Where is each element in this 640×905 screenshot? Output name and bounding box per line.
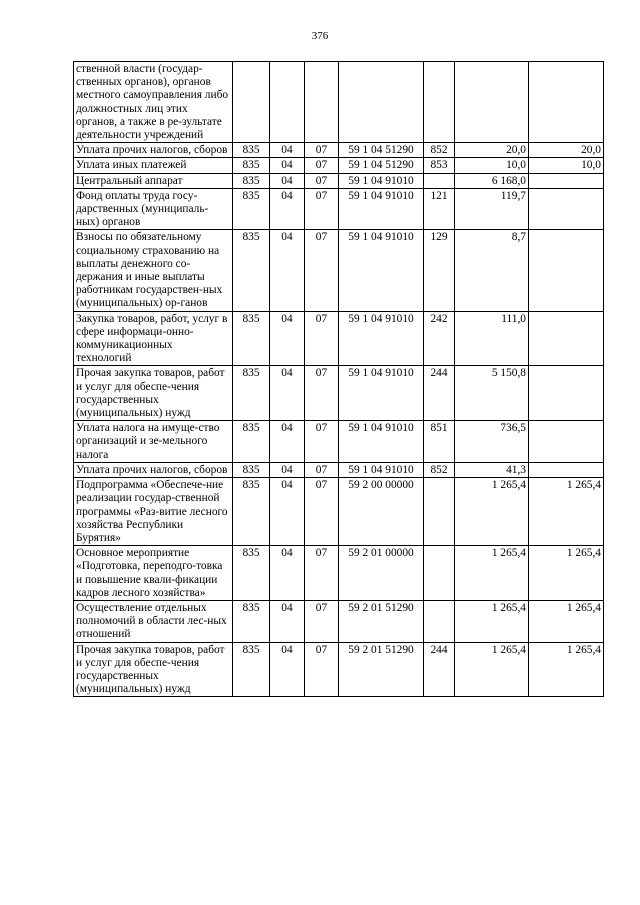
- subsection-code-cell: 07: [305, 546, 339, 601]
- amount-cell-2: [529, 62, 604, 143]
- section-code-cell: 04: [270, 546, 305, 601]
- table-row: [74, 62, 604, 143]
- expense-name-cell: Уплата прочих налогов, сборов: [74, 462, 233, 477]
- subsection-code-cell: 07: [305, 173, 339, 188]
- target-article-cell: 59 2 00 00000: [339, 478, 424, 546]
- expense-type-cell: 244: [424, 366, 455, 421]
- grbs-code-cell: 835: [233, 600, 270, 642]
- amount-cell: 5 150,8: [455, 366, 529, 421]
- section-code-cell: 04: [270, 421, 305, 463]
- target-article-cell: 59 1 04 91010: [339, 421, 424, 463]
- table-row: [74, 642, 604, 697]
- target-article-cell: 59 2 01 51290: [339, 642, 424, 697]
- subsection-code-cell: 07: [305, 421, 339, 463]
- expense-type-cell: [424, 600, 455, 642]
- subsection-code-cell: 07: [305, 230, 339, 311]
- section-code-cell: 04: [270, 600, 305, 642]
- grbs-code-cell: 835: [233, 546, 270, 601]
- table-row: [74, 188, 604, 230]
- subsection-code-cell: [305, 62, 339, 143]
- expense-type-cell: [424, 173, 455, 188]
- expense-name-cell: Подпрограмма «Обеспече-ние реализации государ-ственной программы «Раз-витие лесного хозяйства Республики Бурятия»: [74, 478, 233, 546]
- expense-name-cell: Осуществление отдельных полномочий в области лес-ных отношений: [74, 600, 233, 642]
- amount-cell-2: 10,0: [529, 158, 604, 173]
- expense-type-cell: [424, 62, 455, 143]
- section-code-cell: 04: [270, 173, 305, 188]
- page-number: 376: [311, 30, 329, 42]
- table-row: [74, 158, 604, 173]
- amount-cell: 1 265,4: [455, 546, 529, 601]
- section-code-cell: 04: [270, 230, 305, 311]
- target-article-cell: 59 1 04 91010: [339, 311, 424, 366]
- amount-cell-2: [529, 230, 604, 311]
- target-article-cell: 59 1 04 91010: [339, 188, 424, 230]
- amount-cell-2: [529, 188, 604, 230]
- section-code-cell: 04: [270, 311, 305, 366]
- section-code-cell: [270, 62, 305, 143]
- section-code-cell: 04: [270, 462, 305, 477]
- table-row: [74, 173, 604, 188]
- grbs-code-cell: 835: [233, 478, 270, 546]
- subsection-code-cell: 07: [305, 158, 339, 173]
- grbs-code-cell: 835: [233, 158, 270, 173]
- budget-table: [73, 61, 604, 697]
- amount-cell: 6 168,0: [455, 173, 529, 188]
- subsection-code-cell: 07: [305, 478, 339, 546]
- target-article-cell: 59 2 01 51290: [339, 600, 424, 642]
- table-row: [74, 600, 604, 642]
- subsection-code-cell: 07: [305, 642, 339, 697]
- expense-name-cell: Прочая закупка товаров, работ и услуг для обеспе-чения государственных (муниципальных) нужд: [74, 642, 233, 697]
- subsection-code-cell: 07: [305, 188, 339, 230]
- amount-cell-2: 1 265,4: [529, 546, 604, 601]
- amount-cell: 10,0: [455, 158, 529, 173]
- table-row: [74, 230, 604, 311]
- expense-type-cell: 851: [424, 421, 455, 463]
- expense-type-cell: 129: [424, 230, 455, 311]
- amount-cell: 20,0: [455, 143, 529, 158]
- amount-cell: [455, 62, 529, 143]
- section-code-cell: 04: [270, 478, 305, 546]
- expense-type-cell: [424, 546, 455, 601]
- amount-cell-2: [529, 366, 604, 421]
- grbs-code-cell: 835: [233, 311, 270, 366]
- expense-name-cell: Закупка товаров, работ, услуг в сфере информаци-онно-коммуникационных технологий: [74, 311, 233, 366]
- table-row: [74, 546, 604, 601]
- subsection-code-cell: 07: [305, 311, 339, 366]
- grbs-code-cell: [233, 62, 270, 143]
- expense-name-cell: ственной власти (государ-ственных органов), органов местного самоуправления либо должностных лиц этих органов, а также в ре-зультате деятельности учреждений: [74, 62, 233, 143]
- amount-cell-2: 1 265,4: [529, 642, 604, 697]
- expense-type-cell: 852: [424, 143, 455, 158]
- amount-cell: 119,7: [455, 188, 529, 230]
- subsection-code-cell: 07: [305, 366, 339, 421]
- expense-name-cell: Уплата налога на имуще-ство организаций и зе-мельного налога: [74, 421, 233, 463]
- amount-cell-2: [529, 462, 604, 477]
- amount-cell: 736,5: [455, 421, 529, 463]
- table-row: [74, 421, 604, 463]
- target-article-cell: 59 2 01 00000: [339, 546, 424, 601]
- expense-name-cell: Прочая закупка товаров, работ и услуг для обеспе-чения государственных (муниципальных) нужд: [74, 366, 233, 421]
- expense-type-cell: 852: [424, 462, 455, 477]
- expense-type-cell: 853: [424, 158, 455, 173]
- amount-cell: 41,3: [455, 462, 529, 477]
- expense-name-cell: Уплата прочих налогов, сборов: [74, 143, 233, 158]
- amount-cell: 8,7: [455, 230, 529, 311]
- amount-cell-2: 1 265,4: [529, 600, 604, 642]
- expense-name-cell: Взносы по обязательному социальному страхованию на выплаты денежного со-держания и иные выплаты работникам государствен-ных (муниципальных) ор-ганов: [74, 230, 233, 311]
- grbs-code-cell: 835: [233, 366, 270, 421]
- grbs-code-cell: 835: [233, 173, 270, 188]
- section-code-cell: 04: [270, 366, 305, 421]
- grbs-code-cell: 835: [233, 230, 270, 311]
- target-article-cell: 59 1 04 91010: [339, 462, 424, 477]
- table-row: [74, 478, 604, 546]
- amount-cell: 111,0: [455, 311, 529, 366]
- section-code-cell: 04: [270, 158, 305, 173]
- subsection-code-cell: 07: [305, 462, 339, 477]
- grbs-code-cell: 835: [233, 143, 270, 158]
- target-article-cell: 59 1 04 51290: [339, 143, 424, 158]
- grbs-code-cell: 835: [233, 462, 270, 477]
- expense-name-cell: Фонд оплаты труда госу-дарственных (муниципаль-ных) органов: [74, 188, 233, 230]
- expense-type-cell: [424, 478, 455, 546]
- target-article-cell: 59 1 04 91010: [339, 230, 424, 311]
- amount-cell: 1 265,4: [455, 478, 529, 546]
- target-article-cell: 59 1 04 51290: [339, 158, 424, 173]
- amount-cell: 1 265,4: [455, 642, 529, 697]
- expense-type-cell: 121: [424, 188, 455, 230]
- amount-cell-2: 1 265,4: [529, 478, 604, 546]
- amount-cell-2: [529, 421, 604, 463]
- section-code-cell: 04: [270, 642, 305, 697]
- expense-name-cell: Уплата иных платежей: [74, 158, 233, 173]
- grbs-code-cell: 835: [233, 188, 270, 230]
- grbs-code-cell: 835: [233, 421, 270, 463]
- subsection-code-cell: 07: [305, 600, 339, 642]
- section-code-cell: 04: [270, 188, 305, 230]
- target-article-cell: [339, 62, 424, 143]
- subsection-code-cell: 07: [305, 143, 339, 158]
- expense-name-cell: Центральный аппарат: [74, 173, 233, 188]
- amount-cell: 1 265,4: [455, 600, 529, 642]
- grbs-code-cell: 835: [233, 642, 270, 697]
- expense-name-cell: Основное мероприятие «Подготовка, переподго-товка и повышение квали-фикации кадров лесного хозяйства»: [74, 546, 233, 601]
- table-row: [74, 462, 604, 477]
- expense-type-cell: 244: [424, 642, 455, 697]
- section-code-cell: 04: [270, 143, 305, 158]
- table-row: [74, 366, 604, 421]
- amount-cell-2: [529, 311, 604, 366]
- table-row: [74, 143, 604, 158]
- target-article-cell: 59 1 04 91010: [339, 173, 424, 188]
- amount-cell-2: 20,0: [529, 143, 604, 158]
- amount-cell-2: [529, 173, 604, 188]
- table-row: [74, 311, 604, 366]
- target-article-cell: 59 1 04 91010: [339, 366, 424, 421]
- expense-type-cell: 242: [424, 311, 455, 366]
